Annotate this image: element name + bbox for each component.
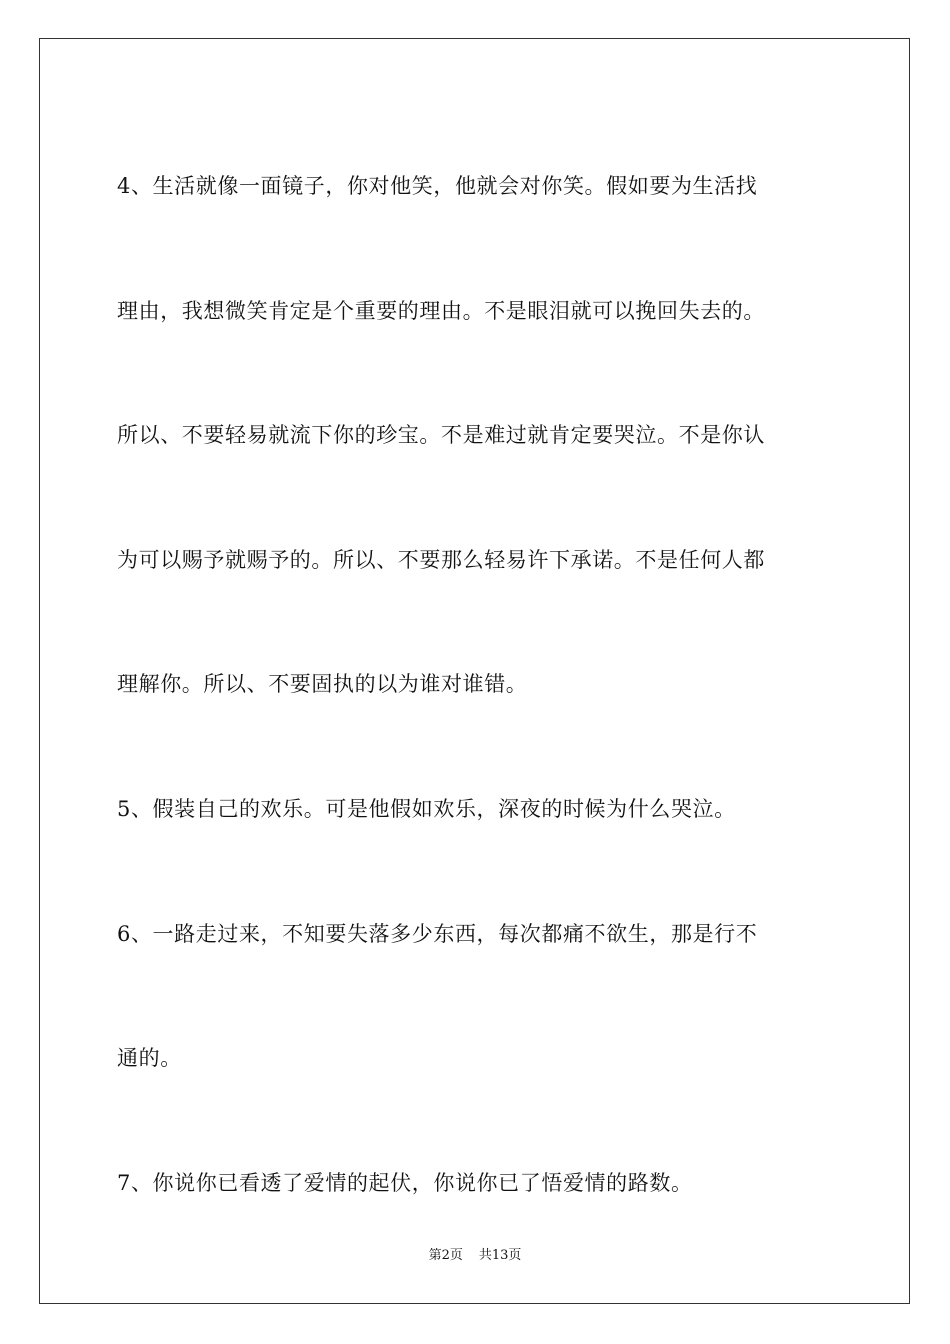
text-line: 6、一路走过来，不知要失落多少东西，每次都痛不欲生，那是行不 [117, 921, 758, 946]
text-line: 4、生活就像一面镜子，你对他笑，他就会对你笑。假如要为生活找 [117, 174, 758, 198]
text-line: 为可以赐予就赐予的。所以、不要那么轻易许下承诺。不是任何人都 [117, 547, 765, 572]
text-line: 理解你。所以、不要固执的以为谁对谁错。 [117, 672, 528, 697]
page-number-total: 共13页 [478, 1248, 522, 1263]
page-number-current: 第2页 [428, 1248, 463, 1263]
document-body [117, 124, 837, 1245]
text-line: 通的。 [117, 1046, 182, 1071]
text-line: 所以、不要轻易就流下你的珍宝。不是难过就肯定要哭泣。不是你认 [117, 423, 765, 448]
page-footer [0, 1246, 950, 1266]
text-line: 理由，我想微笑肯定是个重要的理由。不是眼泪就可以挽回失去的。 [117, 298, 765, 323]
text-line: 7、你说你已看透了爱情的起伏，你说你已了悟爱情的路数。 [117, 1170, 693, 1195]
text-line: 5、假装自己的欢乐。可是他假如欢乐，深夜的时候为什么哭泣。 [117, 796, 736, 821]
